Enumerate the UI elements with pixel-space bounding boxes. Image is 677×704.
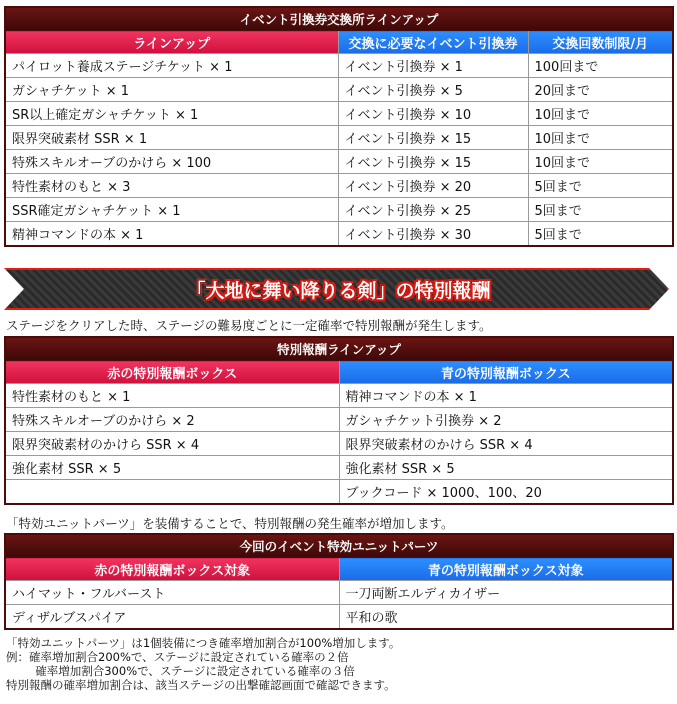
cost-cell: イベント引換券 × 20 (338, 174, 528, 198)
table-row (5, 150, 673, 174)
cost-cell: イベント引換券 × 1 (338, 54, 528, 78)
table-row (5, 222, 673, 247)
limit-cell: 5回まで (528, 222, 673, 247)
table-row (5, 78, 673, 102)
blue-unit-cell: 平和の歌 (339, 605, 673, 630)
limit-header: 交換回数制限/月 (528, 31, 673, 54)
blue-unit-cell: 一刀両断エルディカイザー (339, 581, 673, 605)
table-row (5, 408, 673, 432)
limit-cell: 5回まで (528, 174, 673, 198)
red-reward-cell: 特性素材のもと × 1 (5, 384, 339, 408)
cost-cell: イベント引換券 × 25 (338, 198, 528, 222)
footnote-line: 「特効ユニットパーツ」は1個装備につき確率増加割合が100%増加します。 (6, 636, 401, 650)
table-row (5, 605, 673, 630)
required-ticket-header: 交換に必要なイベント引換券 (338, 31, 528, 54)
blue-reward-cell: 限界突破素材のかけら SSR × 4 (339, 432, 673, 456)
red-reward-cell: 強化素材 SSR × 5 (5, 456, 339, 480)
cost-cell: イベント引換券 × 5 (338, 78, 528, 102)
table-row (5, 456, 673, 480)
item-cell: パイロット養成ステージチケット × 1 (5, 54, 338, 78)
limit-cell: 10回まで (528, 126, 673, 150)
table-row (5, 480, 673, 505)
table-row (5, 102, 673, 126)
blue-reward-cell: ガシャチケット引換券 × 2 (339, 408, 673, 432)
special-reward-description: ステージをクリアした時、ステージの難易度ごとに一定確率で特別報酬が発生します。 (6, 318, 492, 333)
table-row (5, 126, 673, 150)
red-reward-cell: 特殊スキルオーブのかけら × 2 (5, 408, 339, 432)
table-row (5, 581, 673, 605)
blue-reward-cell: ブックコード × 1000、100、20 (339, 480, 673, 505)
table-row (5, 198, 673, 222)
footnote-line: 特別報酬の確率増加割合は、該当ステージの出撃確認画面で確認できます。 (6, 678, 396, 692)
item-cell: 精神コマンドの本 × 1 (5, 222, 338, 247)
reward-table-title: 特別報酬ラインアップ (5, 337, 673, 361)
unit-table-title: 今回のイベント特効ユニットパーツ (5, 534, 673, 558)
blue-reward-cell: 精神コマンドの本 × 1 (339, 384, 673, 408)
item-cell: SSR確定ガシャチケット × 1 (5, 198, 338, 222)
blue-target-header: 青の特別報酬ボックス対象 (339, 558, 673, 581)
blue-box-header: 青の特別報酬ボックス (339, 361, 673, 384)
red-unit-cell: ハイマット・フルバースト (5, 581, 339, 605)
exchange-lineup-table (4, 6, 674, 247)
table-row (5, 432, 673, 456)
limit-cell: 10回まで (528, 102, 673, 126)
cost-cell: イベント引換券 × 30 (338, 222, 528, 247)
lineup-header: ラインアップ (5, 31, 338, 54)
special-reward-banner-title: 「大地に舞い降りる剣」の特別報酬 (186, 280, 491, 302)
exchange-table-title: イベント引換券交換所ラインアップ (5, 7, 673, 31)
red-reward-cell: 限界突破素材のかけら SSR × 4 (5, 432, 339, 456)
limit-cell: 10回まで (528, 150, 673, 174)
special-reward-table (4, 336, 674, 505)
unit-parts-table (4, 533, 674, 630)
red-target-header: 赤の特別報酬ボックス対象 (5, 558, 339, 581)
item-cell: 特殊スキルオーブのかけら × 100 (5, 150, 338, 174)
item-cell: ガシャチケット × 1 (5, 78, 338, 102)
footnotes (6, 636, 400, 692)
item-cell: 特性素材のもと × 3 (5, 174, 338, 198)
footnote-line: 確率増加割合300%で、ステージに設定されている確率の３倍 (6, 664, 355, 678)
unit-parts-note: 「特効ユニットパーツ」を装備することで、特別報酬の発生確率が増加します。 (6, 516, 454, 531)
limit-cell: 20回まで (528, 78, 673, 102)
item-cell: 限界突破素材 SSR × 1 (5, 126, 338, 150)
red-box-header: 赤の特別報酬ボックス (5, 361, 339, 384)
blue-reward-cell: 強化素材 SSR × 5 (339, 456, 673, 480)
red-unit-cell: ディザルブスパイア (5, 605, 339, 630)
table-row (5, 174, 673, 198)
empty-cell (5, 480, 339, 505)
item-cell: SR以上確定ガシャチケット × 1 (5, 102, 338, 126)
limit-cell: 100回まで (528, 54, 673, 78)
cost-cell: イベント引換券 × 10 (338, 102, 528, 126)
table-row (5, 54, 673, 78)
table-row (5, 384, 673, 408)
cost-cell: イベント引換券 × 15 (338, 126, 528, 150)
cost-cell: イベント引換券 × 15 (338, 150, 528, 174)
limit-cell: 5回まで (528, 198, 673, 222)
footnote-line: 例：確率増加割合200%で、ステージに設定されている確率の２倍 (6, 650, 349, 664)
